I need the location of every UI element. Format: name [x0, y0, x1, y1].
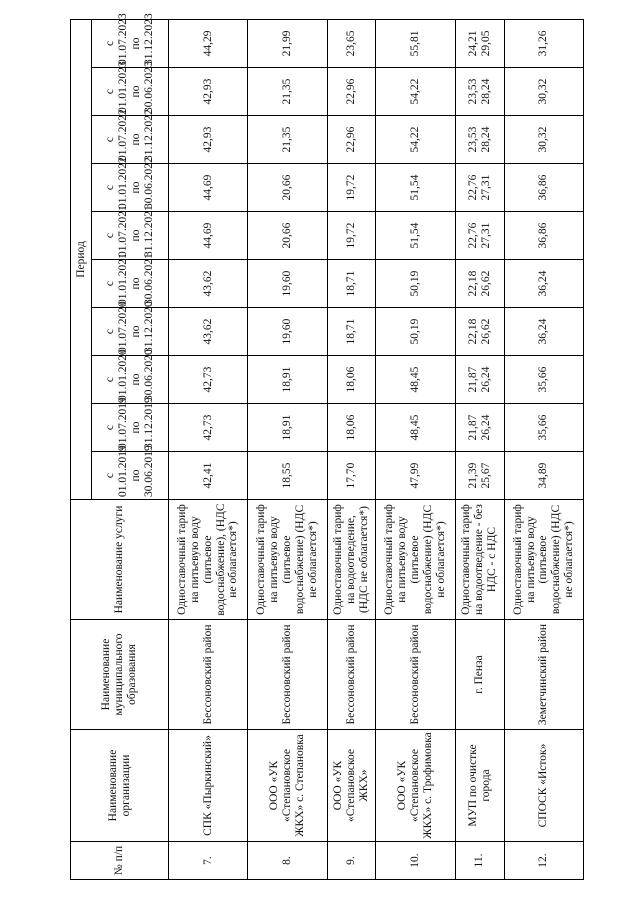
tariff-value: 19,60: [248, 260, 327, 308]
tariff-value: 22,18 26,62: [455, 260, 504, 308]
tariff-value: 43,62: [169, 260, 248, 308]
tariff-value: 30,32: [504, 68, 583, 116]
tariff-value: 42,93: [169, 116, 248, 164]
organization-name: ООО «УК «Степановское ЖКХ»: [327, 730, 376, 842]
municipality-name: Земетчинский район: [504, 620, 583, 730]
tariff-value: 43,62: [169, 308, 248, 356]
tariff-value: 22,96: [327, 116, 376, 164]
rotated-table-container: [70, 13, 584, 880]
tariff-value: 44,29: [169, 19, 248, 67]
period-header: с 01.01.2022 по 30.06.2022: [92, 164, 169, 212]
tariff-value: 22,76 27,31: [455, 212, 504, 260]
tariff-value: 47,99: [376, 452, 455, 500]
table-row: [504, 19, 583, 879]
period-header: с 01.01.2021 по 30.06.2021: [92, 260, 169, 308]
tariff-value: 42,93: [169, 68, 248, 116]
tariff-value: 19,72: [327, 212, 376, 260]
header-organization: Наименование организации: [71, 730, 169, 842]
tariff-value: 35,66: [504, 404, 583, 452]
tariff-value: 21,87 26,24: [455, 356, 504, 404]
tariff-value: 22,96: [327, 68, 376, 116]
period-header: с 01.01.2019 по 30.06.2019: [92, 452, 169, 500]
tariff-value: 19,72: [327, 164, 376, 212]
period-header: с 01.07.2020 по 31.12.2020: [92, 308, 169, 356]
tariff-value: 42,73: [169, 356, 248, 404]
table-row: [455, 19, 504, 879]
tariff-value: 36,24: [504, 308, 583, 356]
tariff-value: 17,70: [327, 452, 376, 500]
tariff-value: 24,21 29,05: [455, 19, 504, 67]
tariff-value: 44,69: [169, 164, 248, 212]
tariff-value: 44,69: [169, 212, 248, 260]
municipality-name: Бессоновский район: [327, 620, 376, 730]
tariff-value: 18,91: [248, 356, 327, 404]
period-header: с 01.07.2022 по 31.12.2022: [92, 116, 169, 164]
header-municipality: Наименование муниципального образования: [71, 620, 169, 730]
tariff-value: 51,54: [376, 164, 455, 212]
row-number: 10.: [376, 842, 455, 880]
organization-name: ООО «УК «Степановское ЖКХ» с. Трофимовка: [376, 730, 455, 842]
tariff-value: 54,22: [376, 116, 455, 164]
row-number: 12.: [504, 842, 583, 880]
tariff-value: 54,22: [376, 68, 455, 116]
header-period: Период: [71, 19, 92, 499]
tariff-value: 22,76 27,31: [455, 164, 504, 212]
row-number: 9.: [327, 842, 376, 880]
tariff-value: 42,41: [169, 452, 248, 500]
period-header: с 01.07.2021 по 31.12.2021: [92, 212, 169, 260]
tariff-value: 48,45: [376, 404, 455, 452]
tariff-value: 20,66: [248, 164, 327, 212]
service-name: Одноставочный тариф на питьевую воду (питьевое водоснабжение), (НДС не облагается*): [169, 500, 248, 620]
table-row: [169, 19, 248, 879]
tariff-value: 35,66: [504, 356, 583, 404]
organization-name: СПК «Пыркинский»: [169, 730, 248, 842]
header-num: № п/п: [71, 842, 169, 880]
organization-name: СПОСК «Исток»: [504, 730, 583, 842]
table-row: [376, 19, 455, 879]
service-name: Одноставочный тариф на питьевую воду (питьевое водоснабжение) (НДС не облагается*): [376, 500, 455, 620]
tariff-value: 51,54: [376, 212, 455, 260]
tariff-value: 21,35: [248, 116, 327, 164]
tariff-value: 30,32: [504, 116, 583, 164]
organization-name: МУП по очистке города: [455, 730, 504, 842]
period-header: с 01.07.2023 по 31.12.2023: [92, 19, 169, 67]
tariff-value: 21,87 26,24: [455, 404, 504, 452]
tariff-value: 31,26: [504, 19, 583, 67]
period-header: с 01.07.2019 по 31.12.2019: [92, 404, 169, 452]
tariff-value: 55,81: [376, 19, 455, 67]
row-number: 8.: [248, 842, 327, 880]
header-service: Наименование услуги: [71, 500, 169, 620]
table-row: [327, 19, 376, 879]
municipality-name: Бессоновский район: [248, 620, 327, 730]
row-number: 11.: [455, 842, 504, 880]
period-header: с 01.01.2020 по 30.06.2020: [92, 356, 169, 404]
municipality-name: Бессоновский район: [376, 620, 455, 730]
organization-name: ООО «УК «Степановское ЖКХ» с. Степановка: [248, 730, 327, 842]
tariff-value: 18,55: [248, 452, 327, 500]
service-name: Одноставочный тариф на водоотведение, (НДС не облагается*): [327, 500, 376, 620]
row-number: 7.: [169, 842, 248, 880]
tariff-value: 18,91: [248, 404, 327, 452]
tariff-value: 18,06: [327, 404, 376, 452]
tariff-value: 21,35: [248, 68, 327, 116]
tariff-value: 50,19: [376, 260, 455, 308]
tariff-value: 22,18 26,62: [455, 308, 504, 356]
service-name: Одноставочный тариф на питьевую воду (питьевое водоснабжение) (НДС не облагается*): [504, 500, 583, 620]
municipality-name: г. Пенза: [455, 620, 504, 730]
tariff-value: 18,71: [327, 260, 376, 308]
tariff-value: 18,71: [327, 308, 376, 356]
tariff-value: 20,66: [248, 212, 327, 260]
tariff-value: 21,99: [248, 19, 327, 67]
tariff-value: 36,86: [504, 212, 583, 260]
municipality-name: Бессоновский район: [169, 620, 248, 730]
tariff-value: 23,53 28,24: [455, 116, 504, 164]
tariff-value: 36,24: [504, 260, 583, 308]
tariff-value: 34,89: [504, 452, 583, 500]
table-row: [248, 19, 327, 879]
period-header: с 01.01.2023 по 30.06.2023: [92, 68, 169, 116]
tariff-value: 21,39 25,67: [455, 452, 504, 500]
header-row-1: [71, 19, 92, 879]
tariff-value: 18,06: [327, 356, 376, 404]
tariff-value: 48,45: [376, 356, 455, 404]
tariff-value: 36,86: [504, 164, 583, 212]
tariff-value: 23,65: [327, 19, 376, 67]
service-name: Одноставочный тариф на водоотведение - без НДС - с НДС: [455, 500, 504, 620]
tariff-value: 19,60: [248, 308, 327, 356]
tariff-table: [70, 13, 584, 880]
tariff-value: 50,19: [376, 308, 455, 356]
tariff-value: 42,73: [169, 404, 248, 452]
service-name: Одноставочный тариф на питьевую воду (питьевое водоснабжение) (НДС не облагается*): [248, 500, 327, 620]
tariff-value: 23,53 28,24: [455, 68, 504, 116]
